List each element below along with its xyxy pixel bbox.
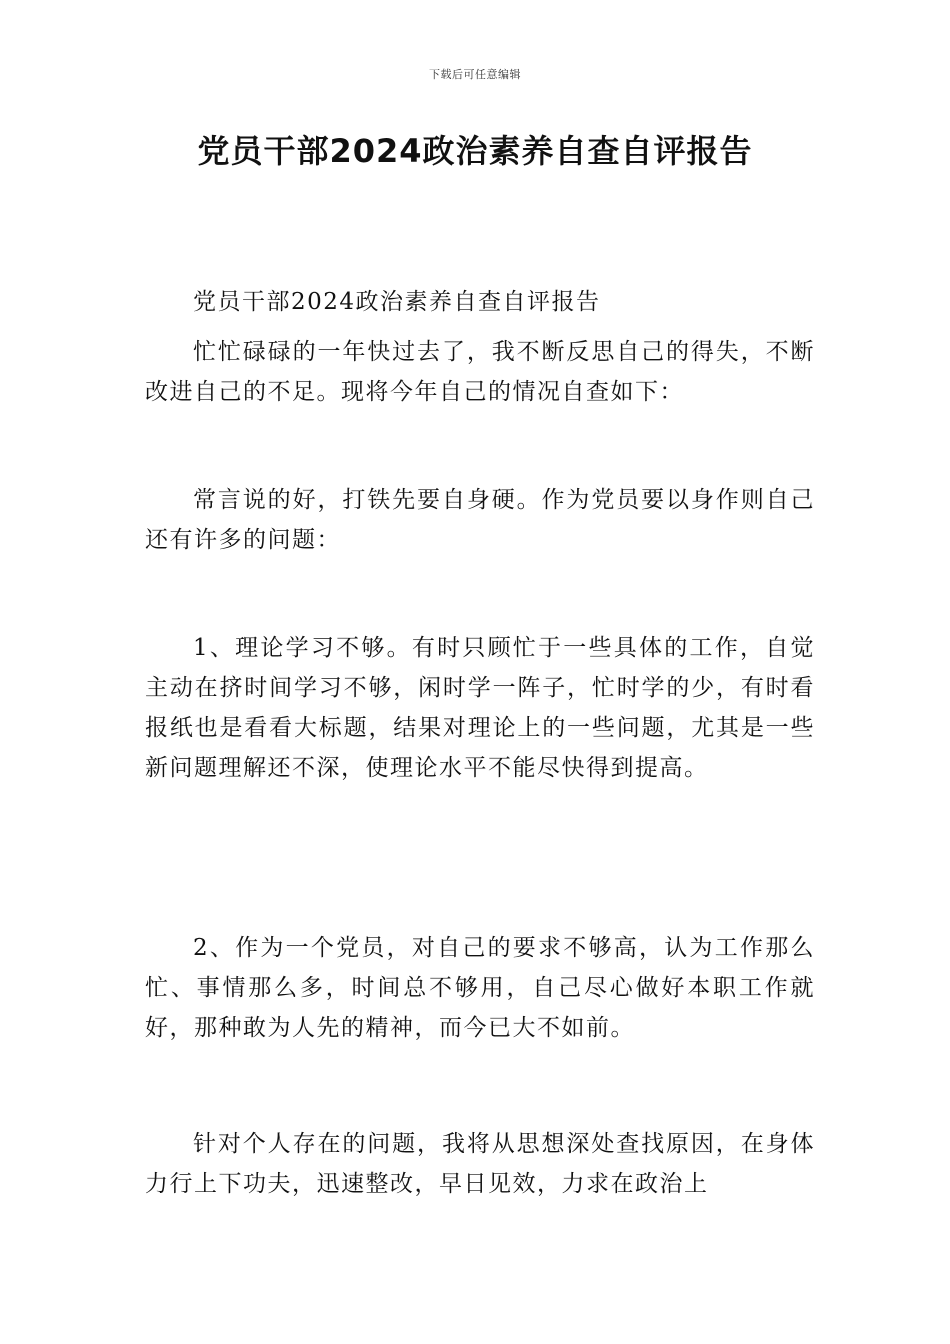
paragraph-remedy: 针对个人存在的问题，我将从思想深处查找原因，在身体力行上下功夫，迅速整改，早日见效，力求在政治上 xyxy=(145,1131,815,1197)
paragraph-intro: 忙忙碌碌的一年快过去了，我不断反思自己的得失，不断改进自己的不足。现将今年自己的情况自查如下： xyxy=(145,339,815,405)
paragraph-self-discipline: 常言说的好，打铁先要自身硬。作为党员要以身作则自己还有许多的问题： xyxy=(145,487,815,553)
paragraph-issue-2: 2、作为一个党员，对自己的要求不够高，认为工作那么忙、事情那么多，时间总不够用，自己尽心做好本职工作就好，那种敢为人先的精神，而今已大不如前。 xyxy=(145,935,815,1041)
paragraph-issue-1: 1、理论学习不够。有时只顾忙于一些具体的工作，自觉主动在挤时间学习不够，闲时学一阵子，忙时学的少，有时看报纸也是看看大标题，结果对理论上的一些问题，尤其是一些新问题理解还不深，使理论水平不能尽快得到提高。 xyxy=(145,635,815,781)
header-note: 下载后可任意编辑 xyxy=(429,68,521,81)
document-title: 党员干部2024政治素养自查自评报告 xyxy=(197,132,753,170)
paragraph-subtitle: 党员干部2024政治素养自查自评报告 xyxy=(193,289,601,315)
